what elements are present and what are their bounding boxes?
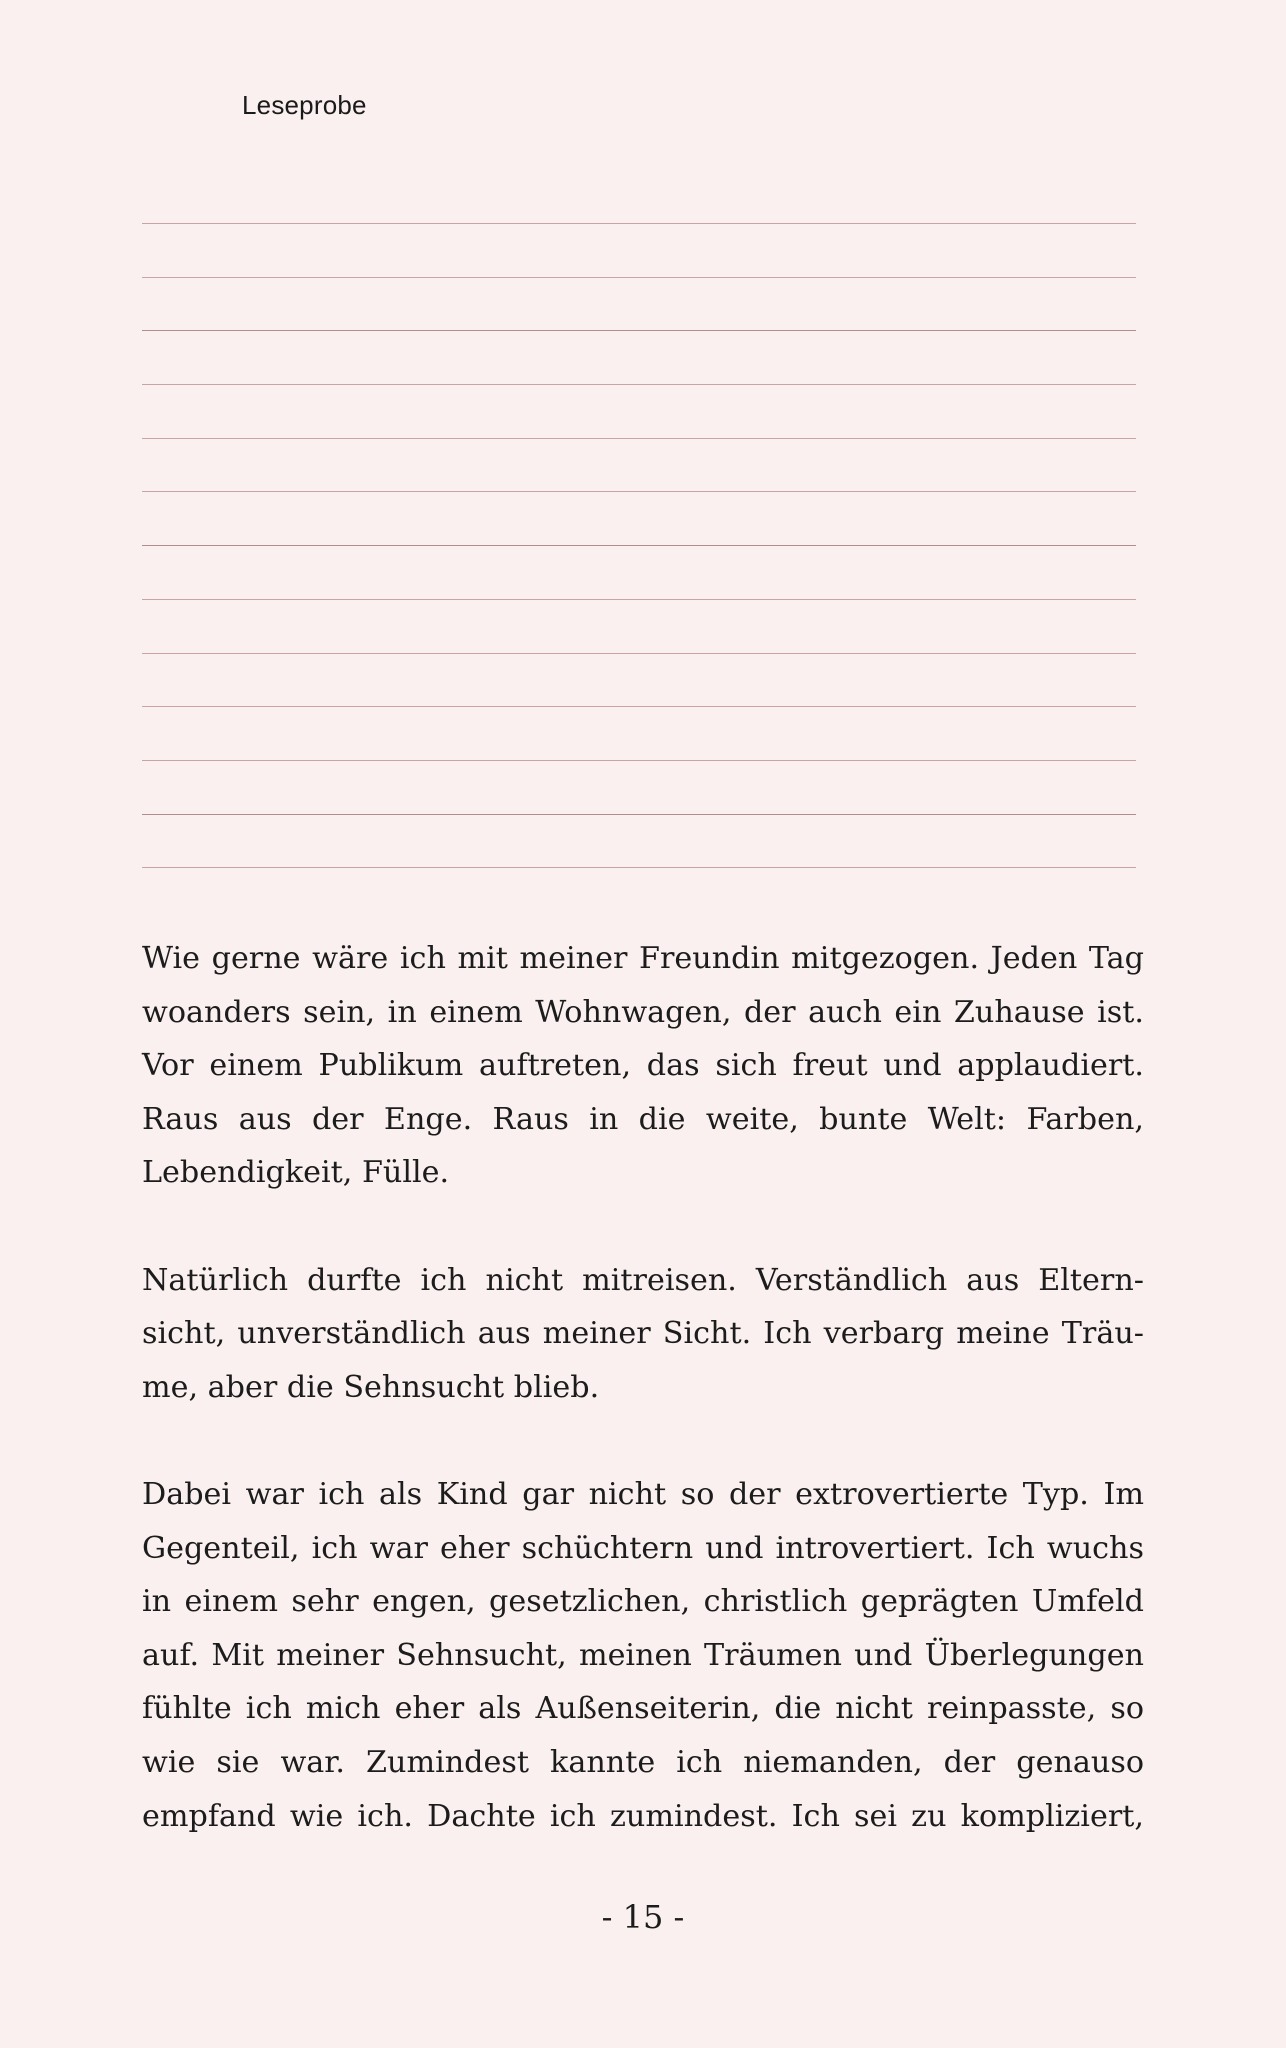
rule-line	[142, 599, 1136, 600]
body-text	[142, 932, 1144, 1897]
rule-line	[142, 277, 1136, 278]
rule-line	[142, 814, 1136, 815]
paragraph-1: Wie gerne wäre ich mit meiner Freundin mitgezogen. Jeden Tag woanders sein, in einem Wohnwagen, der auch ein Zuhause ist. Vor einem Publikum auftreten, das sich freut und applaudiert. Raus aus der Enge. Raus in die weite, bunte Welt: Farben, Lebendigkeit, Fülle.	[142, 941, 1144, 1191]
rule-line	[142, 760, 1136, 761]
paragraph-2: Natürlich durfte ich nicht mitreisen. Verständlich aus Elternsicht, unverständlich aus meiner Sicht. Ich verbarg meine Träume, aber die Sehnsucht blieb.	[142, 1262, 1144, 1405]
rule-line	[142, 545, 1136, 546]
rule-line	[142, 706, 1136, 707]
header-label: Leseprobe	[242, 90, 367, 120]
rule-line	[142, 223, 1136, 224]
rule-line	[142, 438, 1136, 439]
paragraph-3: Dabei war ich als Kind gar nicht so der extrovertierte Typ. Im Gegenteil, ich war eher schüchtern und introvertiert. Ich wuchs in einem sehr engen, gesetzlichen, christlich geprägten Umfeld auf. Mit meiner Sehnsucht, meinen Träumen und Überlegungen fühlte ich mich eher als Außenseiterin, die nicht reinpasste, so wie sie war. Zumindest kannte ich niemanden, der genauso empfand wie ich. Dachte ich zumindest. Ich sei zu kompliziert,	[142, 1476, 1144, 1834]
rule-line	[142, 653, 1136, 654]
ruled-lines	[142, 223, 1136, 921]
rule-line	[142, 330, 1136, 331]
page-number: - 15 -	[601, 1898, 685, 1936]
rule-line	[142, 867, 1136, 868]
rule-line	[142, 491, 1136, 492]
rule-line	[142, 384, 1136, 385]
